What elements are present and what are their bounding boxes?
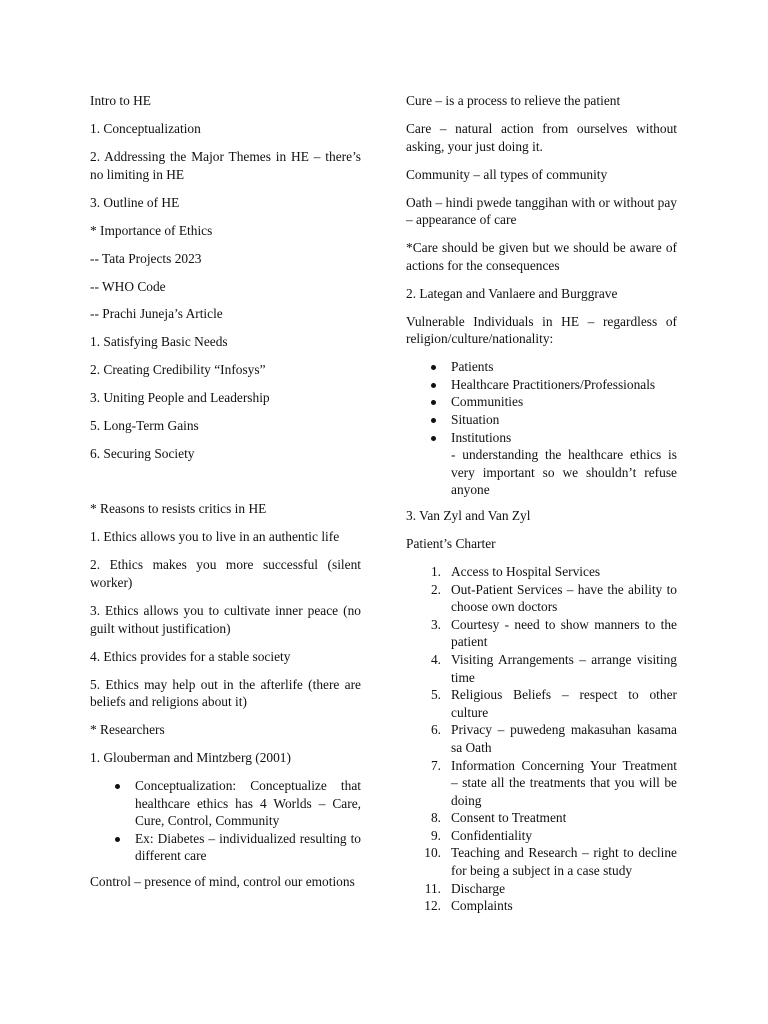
list-item-text: Privacy – puwedeng makasuhan kasama sa Oath [451,722,677,755]
reason-line: 1. Ethics allows you to live in an authentic life [90,529,340,545]
list-item-label: Institutions [451,429,512,445]
list-number: 3. [430,616,441,632]
list-item [430,721,677,756]
list-number: 10. [424,845,441,861]
list-number: 2. [430,581,441,597]
list-item [430,757,677,810]
list-item [451,429,677,499]
cure-definition: Cure – is a process to relieve the patient [406,93,621,108]
list-item: Ex: Diabetes – individualized resulting to different care [135,830,361,864]
list-item [430,809,677,827]
list-number: 6. [430,722,441,738]
reasons-heading: * Reasons to resists critics in HE [90,501,267,517]
vulnerable-list [406,358,677,499]
outline-line: -- Tata Projects 2023 [90,250,202,266]
list-item [424,844,677,879]
list-item [430,686,677,721]
researcher-line: 3. Van Zyl and Van Zyl [406,508,531,524]
list-item-text: Consent to Treatment [451,810,567,826]
patient-charter-list [406,563,677,915]
list-number: 11. [424,880,441,896]
list-item [430,616,677,651]
four-worlds-list [90,777,361,865]
vulnerable-heading: Vulnerable Individuals in HE – regardless of religion/culture/nationality: [406,313,677,347]
list-number: 9. [430,827,441,843]
list-number: 5. [430,687,441,703]
oath-definition: Oath – hindi pwede tanggihan with or without pay – appearance of care [406,194,677,228]
reason-line: 4. Ethics provides for a stable society [90,648,291,664]
list-item-text: Complaints [451,898,513,914]
list-number: 1. [430,563,441,579]
list-item [424,880,677,898]
list-item-text: Discharge [451,880,506,896]
outline-line: 2. Addressing the Major Themes in HE – there’s no limiting in HE [90,148,361,182]
list-item-text: Teaching and Research – right to decline for being a subject in a case study [451,845,677,879]
list-item: Patients [451,358,677,376]
institutions-note: - understanding the healthcare ethics is very important so we shouldn’t refuse anyone [451,447,677,498]
list-item-text: Visiting Arrangements – arrange visiting time [451,651,677,685]
outline-line: 1. Satisfying Basic Needs [90,334,228,350]
outline-line: 6. Securing Society [90,446,195,462]
care-definition: Care – natural action from ourselves without asking, your just doing it. [406,120,677,154]
list-item [430,827,677,845]
list-item-text: Information Concerning Your Treatment – state all the treatments that you will be doing [451,757,677,808]
list-item-text: Confidentiality [451,827,533,843]
control-definition: Control – presence of mind, control our emotions [90,874,355,890]
outline-line: -- Prachi Juneja’s Article [90,306,223,322]
outline-line: 3. Outline of HE [90,194,180,210]
reason-line: 2. Ethics makes you more successful (silent worker) [90,557,361,590]
outline-line: * Importance of Ethics [90,222,213,238]
list-number: 7. [430,757,441,773]
list-item-text: Religious Beliefs – respect to other culture [451,687,677,720]
list-item [430,581,677,616]
list-item: Situation [451,411,677,429]
list-number: 12. [424,898,441,914]
list-number: 8. [430,810,441,826]
outline-line: 2. Creating Credibility “Infosys” [90,362,266,378]
reason-line: 5. Ethics may help out in the afterlife (there are beliefs and religions about it) [90,676,361,710]
outline-line: -- WHO Code [90,278,166,294]
researcher-line: 2. Lategan and Vanlaere and Burggrave [406,285,618,301]
researchers-heading: * Researchers [90,722,165,738]
right-column [406,92,677,915]
blank-line [90,473,361,500]
outline-line: 5. Long-Term Gains [90,418,199,434]
list-item: Conceptualization: Conceptualize that healthcare ethics has 4 Worlds – Care, Cure, Control, Community [135,778,361,829]
charter-title: Patient’s Charter [406,536,496,551]
care-note: *Care should be given but we should be aware of actions for the consequences [406,240,677,273]
community-definition: Community – all types of community [406,166,608,182]
list-item [430,563,677,581]
list-item-text: Out-Patient Services – have the ability to choose own doctors [451,581,677,615]
list-number: 4. [430,651,441,667]
researcher-line: 1. Glouberman and Mintzberg (2001) [90,750,291,766]
outline-line: 1. Conceptualization [90,120,201,136]
list-item: Communities [451,393,677,411]
list-item-text: Access to Hospital Services [451,563,601,579]
list-item [424,897,677,915]
list-item-text: Courtesy - need to show manners to the patient [451,616,677,650]
list-item: Healthcare Practitioners/Professionals [451,376,677,394]
outline-line: 3. Uniting People and Leadership [90,390,270,406]
reason-line: 3. Ethics allows you to cultivate inner peace (no guilt without justification) [90,602,361,636]
list-item [430,651,677,686]
left-column [90,92,361,901]
section-title: Intro to HE [90,93,151,108]
